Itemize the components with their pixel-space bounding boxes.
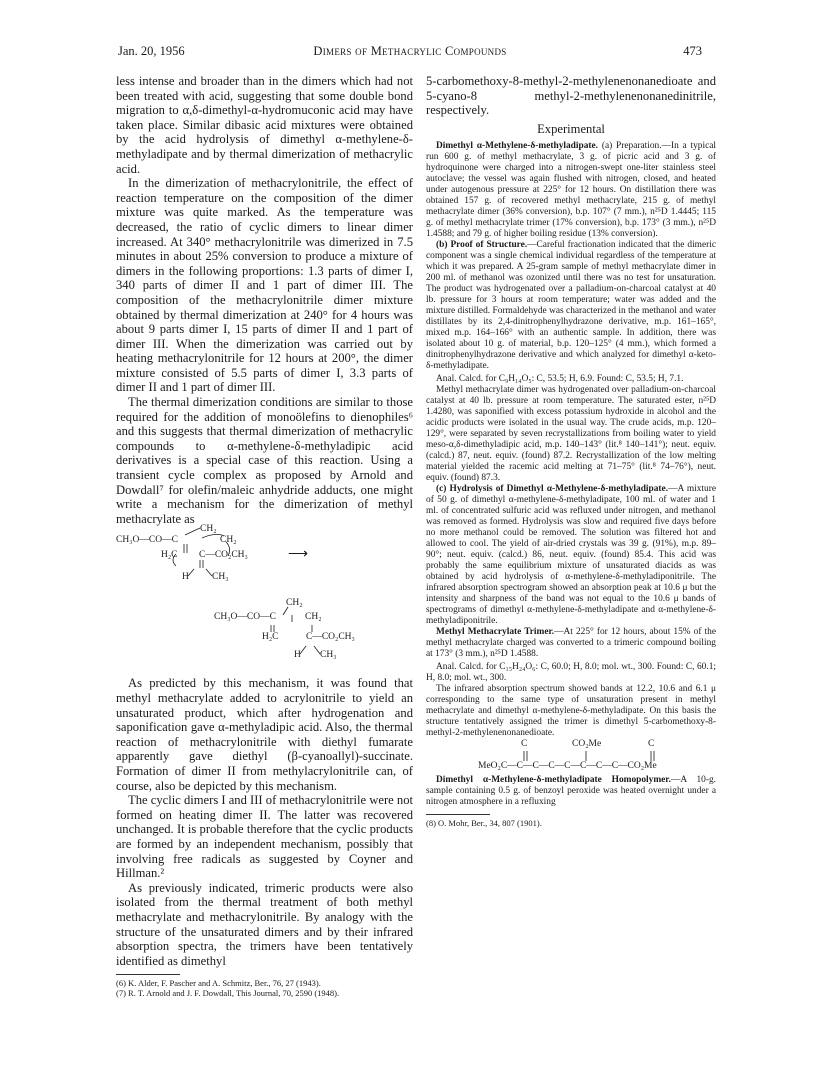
- page-number: 473: [683, 44, 702, 58]
- paragraph: The thermal dimerization conditions are similar to those required for the addition of monoölefins to dienophiles⁶ and this suggests that thermal dimerization of methacrylic compounds to α-methylene-δ-methyladipic acid derivatives is a special case of this reaction. Using a transient cycle complex as proposed by Arnold and Dowdall⁷ for olefin/maleic anhydride adducts, one might write a mechanism for the dimerization of methyl methacrylate as: [116, 395, 413, 526]
- scheme1-c-co2ch3: C—CO₂CH₃: [199, 550, 248, 561]
- subheading: Methyl Methacrylate Trimer.: [436, 626, 555, 637]
- scheme2-ch2-right: CH₂: [305, 612, 322, 623]
- scheme2-ch3: CH₃: [320, 650, 337, 661]
- trimer-c1: C: [521, 738, 528, 749]
- footnote-6: (6) K. Alder, F. Pascher and A. Schmitz, Ber., 76, 27 (1943).: [116, 978, 321, 989]
- body-text: —At 225° for 12 hours, about 15% of the methyl methacrylate charged was converted to a trimeric compound boiling at 173° (3 mm.), n²⁵D 1.4588.: [426, 626, 716, 659]
- subheading: (a) Preparation.: [601, 140, 662, 151]
- subheading: Dimethyl α-Methylene-δ-methyladipate Homopolymer.: [436, 774, 671, 785]
- body-text: —Careful fractionation indicated that the dimeric component was a single chemical individual regardless of the temperature at which it was prepared. A 25-gram sample of methyl methacrylate dimer in 200 ml. of methanol was ozonized until there was no test for unsaturation. The product was hydrogenated over a palladium-on-charcoal catalyst at 40 lb. pressure for 3 hours at room temperature; water was added and the mixture distilled. Formaldehyde was characterized in the methanol and water distillates by its 2,4-dinitrophenylhydrazone derivative, m.p. 161–165°, mixed m.p. 164–166° with an authentic sample. In addition, there was isolated about 10 g. of material, b.p. 120–125° (4 mm.), which formed a dinitrophenylhydrazone derivative and which analyzed for dimethyl α-keto-δ-methyladipate.: [426, 239, 717, 371]
- running-header-title: Dimers of Methacrylic Compounds: [313, 44, 507, 58]
- body-text: —In a typical run 600 g. of methyl methacrylate, 3 g. of picric acid and 3 g. of hydroquinone were charged into a nitrogen-swept one-liter stainless steel autoclave; the vessel was again flushed with nitrogen, closed, and heated under autogenous pressure at 225° for 12 hours. On distillation there was obtained 157 g. of recovered methyl methacrylate, 215 g. of methyl methacrylate dimer (36% conversion), b.p. 107° (7 mm.), n²⁵D 1.4445; 115 g. of methyl methacrylate trimer (17% conversion), b.p. 173° (3 mm.), n²⁵D 1.4588; and 79 g. of higher boiling residue (13% conversion).: [426, 140, 717, 239]
- experimental-paragraph: The infrared absorption spectrum showed bands at 12.2, 10.6 and 6.1 μ corresponding to the same type of unsaturation present in methyl methacrylate and dimethyl α-methylene-δ-methyladipate. On this basis the structure tentatively assigned the trimer is dimethyl 5-carbomethoxy-8-methyl-2-methylenenonanedioate.: [426, 683, 716, 738]
- section-heading: Experimental: [537, 121, 605, 136]
- scheme2-ch2-top: CH₂: [286, 598, 303, 609]
- running-header-date: Jan. 20, 1956: [118, 44, 185, 58]
- scheme2-h: H: [294, 650, 301, 661]
- trimer-c2: C: [648, 738, 655, 749]
- experimental-paragraph: [426, 627, 716, 660]
- trimer-co2me: CO₂Me: [572, 738, 602, 749]
- footnote-8: (8) O. Mohr, Ber., 34, 807 (1901).: [426, 817, 542, 828]
- paragraph: The cyclic dimers I and III of methacrylonitrile were not formed on heating dimer II. The latter was recovered unchanged. It is probable therefore that the cyclic products are formed by an independent mechanism, possibly that involving free radicals as suggested by Coyner and Hillman.²: [116, 793, 413, 881]
- subheading: (c) Hydrolysis of Dimethyl α-Methylene-δ-methyladipate.: [436, 483, 669, 494]
- trimer-chain: MeO₂C—C—C—C—C—C—C—C—CO₂Me: [478, 760, 657, 771]
- body-text: —A 10-g. sample containing 0.5 g. of benzoyl peroxide was heated overnight under a nitrogen atmosphere in a refluxing: [426, 774, 717, 807]
- scheme-bonds: [116, 526, 413, 676]
- experimental-paragraph: [426, 240, 716, 372]
- paragraph: In the dimerization of methacrylonitrile, the effect of reaction temperature on the composition of the dimer mixture was quite marked. As the temperature was decreased, the ratio of cyclic dimers to linear dimer increased. At 340° methacrylonitrile was dimerized in 7.5 minutes in about 25% conversion to produce a mixture of dimers in the following proportions: 1.3 parts of dimer I, 340 parts of dimer II and 1 part of dimer III. The composition of the methacrylonitrile dimer mixture obtained by thermal dimerization at 240° for 4 hours was about 9 parts dimer I, 15 parts of dimer II and 1 part of dimer III. When the dimerization was carried out by heating methacrylonitrile for 12 hours at 200°, the dimer mixture consisted of 5.5 parts of dimer I, 3.3 parts of dimer II and 1 part of dimer III.: [116, 176, 413, 395]
- body-text: —A mixture of 50 g. of dimethyl α-methylene-δ-methyladipate, 100 ml. of water and 1 ml. of concentrated sulfuric acid was refluxed under nitrogen, and methanol was removed as formed. Hydrolysis was slow and required five days before no more methanol could be removed. The solution was filtered hot and allowed to cool. The yield of air-dried crystals was 39 g. (91%), m.p. 89–90°; neut. equiv. (calcd.) 86, neut. equiv. (found) 85.4. This acid was probably the same equilibrium mixture of unsaturated diacids as was obtained by acid hydrolysis of α-methylene-δ-methyladiponitrile. The infrared absorption spectrogram showed an absorption peak at 10.6 μ but the intensity and sharpness of the band was not equal to the 10.6 μ bands of spectrograms of dimethyl α-methylene-δ-methyladipate and α-methylene-δ-methyladiponitrile.: [426, 483, 716, 626]
- footnote-rule: [426, 814, 490, 815]
- paragraph: As predicted by this mechanism, it was found that methyl methacrylate added to acrylonitrile to yield an unsaturated product, which after hydrogenation and saponification gave α-methyladipic acid. Also, the thermal reaction of methacrylonitrile with diethyl fumarate apparently gave diethyl (β-cyanoallyl)-succinate. Formation of dimer II from methylacrylonitrile can, of course, also be depicted by this mechanism.: [116, 676, 413, 793]
- scheme1-ch3: CH₃: [212, 572, 229, 583]
- scheme1-h: H: [182, 572, 189, 583]
- paragraph: less intense and broader than in the dimers which had not been treated with acid, suggesting that some double bond migration to α,δ-dimethyl-α-hydromuconic acid may have taken place. Similar dibasic acid mixtures were obtained by the acid hydrolysis of dimethyl α-methylene-δ-methyladipate and by thermal dimerization of methacrylic acid.: [116, 74, 413, 176]
- analysis-line: Anal. Calcd. for C₁₅H₂₄O₆: C, 60.0; H, 8.0; mol. wt., 300. Found: C, 60.1; H, 8.0; mol. wt., 300.: [426, 661, 716, 683]
- subheading: Dimethyl α-Methylene-δ-methyladipate.: [436, 140, 599, 151]
- scheme2-ester: CH₃O—CO—C: [214, 612, 276, 623]
- subheading: (b) Proof of Structure.: [436, 239, 528, 250]
- experimental-paragraph: Methyl methacrylate dimer was hydrogenated over palladium-on-charcoal catalyst at 40 lb. pressure at room temperature. The saturated ester, n²⁵D 1.4280, was saponified with excess potassium hydroxide in alcohol and the acidic products were isolated in the usual way. The crude acids, m.p. 120–129°, were separated by seven recrystallizations from boiling water to yield meso-α,δ-dimethyladipic acid, m.p. 140–143° (lit.⁸ 140–141°); neut. equiv. (calcd.) 87, neut. equiv. (found) 87.2. Recrystallization of the low melting material yielded the racemic acid melting at 71–75° (lit.⁸ 74–76°), neut. equiv. (found) 87.3.: [426, 384, 716, 483]
- left-column: [116, 74, 413, 998]
- scheme2-h2c: H₂C: [262, 632, 279, 643]
- scheme2-c-co2ch3: C—CO₂CH₃: [306, 632, 355, 643]
- experimental-paragraph: [426, 484, 716, 627]
- experimental-paragraph: [426, 141, 716, 240]
- paragraph: 5-carbomethoxy-8-methyl-2-methylenenonanedioate and 5-cyano-8 methyl-2-methylenenonanedinitrile, respectively.: [426, 74, 716, 118]
- footnote-rule: [116, 974, 180, 975]
- experimental-paragraph: [426, 775, 716, 808]
- scheme1-ch2-top: CH₂: [200, 524, 217, 535]
- mechanism-scheme: [116, 526, 413, 676]
- right-column: [426, 74, 716, 828]
- scheme1-ch2-right: CH₂: [220, 535, 237, 546]
- paragraph: As previously indicated, trimeric products were also isolated from the thermal treatment of both methyl methacrylate and methacrylonitrile. By analogy with the structure of the unsaturated dimers and by their infrared absorption spectra, the trimers have been tentatively identified as dimethyl: [116, 880, 413, 968]
- scheme1-ester: CH₃O—CO—C: [116, 535, 178, 546]
- scheme1-h2c: H₂C: [161, 550, 178, 561]
- footnote-7: (7) R. T. Arnold and J. F. Dowdall, This Journal, 70, 2590 (1948).: [116, 988, 340, 999]
- trimer-structure: [426, 739, 716, 775]
- reaction-arrow: ⟶: [288, 547, 309, 563]
- analysis-line: Anal. Calcd. for C₉H₁₄O₅: C, 53.5; H, 6.9. Found: C, 53.5; H, 7.1.: [436, 373, 684, 384]
